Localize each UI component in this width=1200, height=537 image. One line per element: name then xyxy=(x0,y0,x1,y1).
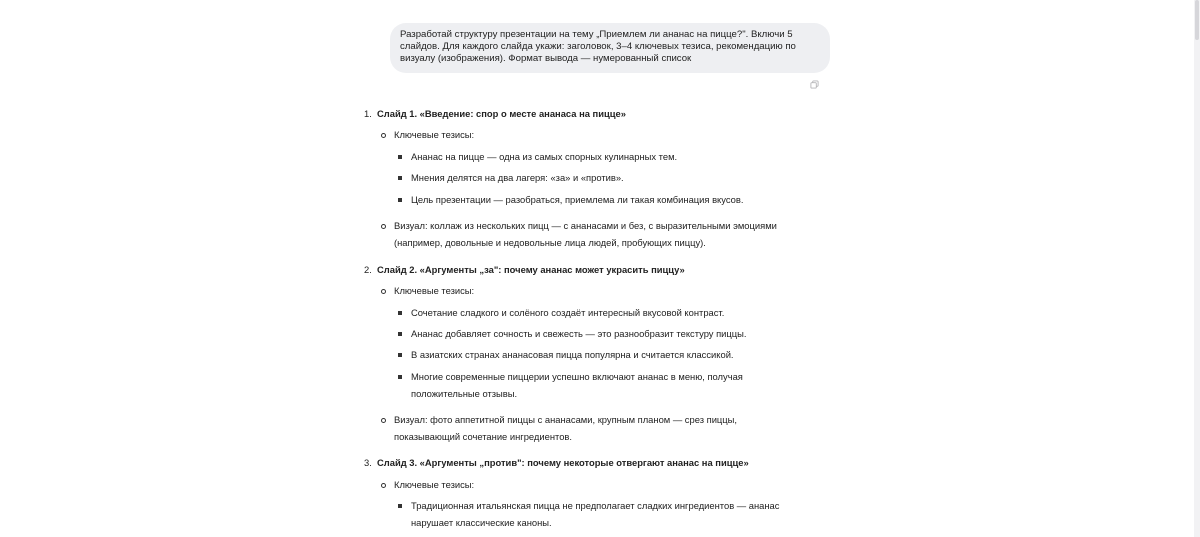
thesis-item-continued: положительные отзывы. xyxy=(411,388,518,399)
thesis-item-continued: нарушает классические каноны. xyxy=(411,517,552,528)
square-bullet-icon xyxy=(398,332,402,336)
theses-label: Ключевые тезисы: xyxy=(394,129,475,140)
square-bullet-icon xyxy=(398,155,402,159)
user-message-bubble xyxy=(390,23,830,73)
copy-icon[interactable] xyxy=(810,80,819,89)
theses-label: Ключевые тезисы: xyxy=(394,479,475,490)
thesis-item: Ананас на пицце — одна из самых спорных кулинарных тем. xyxy=(411,151,678,162)
slide-number: 1. xyxy=(364,108,372,119)
thesis-item: В азиатских странах ананасовая пицца популярна и считается классикой. xyxy=(411,349,734,360)
thesis-item: Мнения делятся на два лагеря: «за» и «против». xyxy=(411,172,624,183)
square-bullet-icon xyxy=(398,504,402,508)
slide-title-text: Слайд 2. «Аргументы „за": почему ананас может украсить пиццу» xyxy=(377,264,685,275)
circle-bullet-icon xyxy=(381,224,386,229)
slide-3-title xyxy=(364,457,749,468)
slide-2-title xyxy=(364,264,685,275)
user-message-line: Разработай структуру презентации на тему „Приемлем ли ананас на пицце?". Включи 5 xyxy=(400,29,793,40)
circle-bullet-icon xyxy=(381,418,386,423)
square-bullet-icon xyxy=(398,311,402,315)
circle-bullet-icon xyxy=(381,483,386,488)
slide-title-text: Слайд 3. «Аргументы „против": почему некоторые отвергают ананас на пицце» xyxy=(377,457,749,468)
thesis-item: Сочетание сладкого и солёного создаёт интересный вкусовой контраст. xyxy=(411,307,725,318)
thesis-item: Цель презентации — разобраться, приемлема ли такая комбинация вкусов. xyxy=(411,194,744,205)
visual-line: показывающий сочетание ингредиентов. xyxy=(394,431,573,442)
slide-number: 3. xyxy=(364,457,372,468)
scrollbar[interactable] xyxy=(1194,0,1200,537)
thesis-item: Ананас добавляет сочность и свежесть — это разнообразит текстуру пиццы. xyxy=(411,328,747,339)
circle-bullet-icon xyxy=(381,289,386,294)
thesis-item: Традиционная итальянская пицца не предполагает сладких ингредиентов — ананас xyxy=(411,500,780,511)
slide-1-title xyxy=(364,108,626,119)
scrollbar-thumb[interactable] xyxy=(1195,0,1199,40)
user-message-line: слайдов. Для каждого слайда укажи: заголовок, 3–4 ключевых тезиса, рекомендацию по xyxy=(400,41,796,52)
slide-title-text: Слайд 1. «Введение: спор о месте ананаса на пицце» xyxy=(377,108,626,119)
slide-number: 2. xyxy=(364,264,372,275)
visual-line: Визуал: коллаж из нескольких пицц — с ананасами и без, с выразительными эмоциями xyxy=(394,220,777,231)
visual-line: (например, довольные и недовольные лица людей, пробующих пиццу). xyxy=(394,237,706,248)
user-message-line: визуалу (изображения). Формат вывода — нумерованный список xyxy=(400,53,692,64)
thesis-item: Многие современные пиццерии успешно включают ананас в меню, получая xyxy=(411,371,743,382)
square-bullet-icon xyxy=(398,198,402,202)
visual-line: Визуал: фото аппетитной пиццы с ананасами, крупным планом — срез пиццы, xyxy=(394,414,738,425)
square-bullet-icon xyxy=(398,353,402,357)
theses-label: Ключевые тезисы: xyxy=(394,285,475,296)
square-bullet-icon xyxy=(398,375,402,379)
circle-bullet-icon xyxy=(381,133,386,138)
square-bullet-icon xyxy=(398,176,402,180)
